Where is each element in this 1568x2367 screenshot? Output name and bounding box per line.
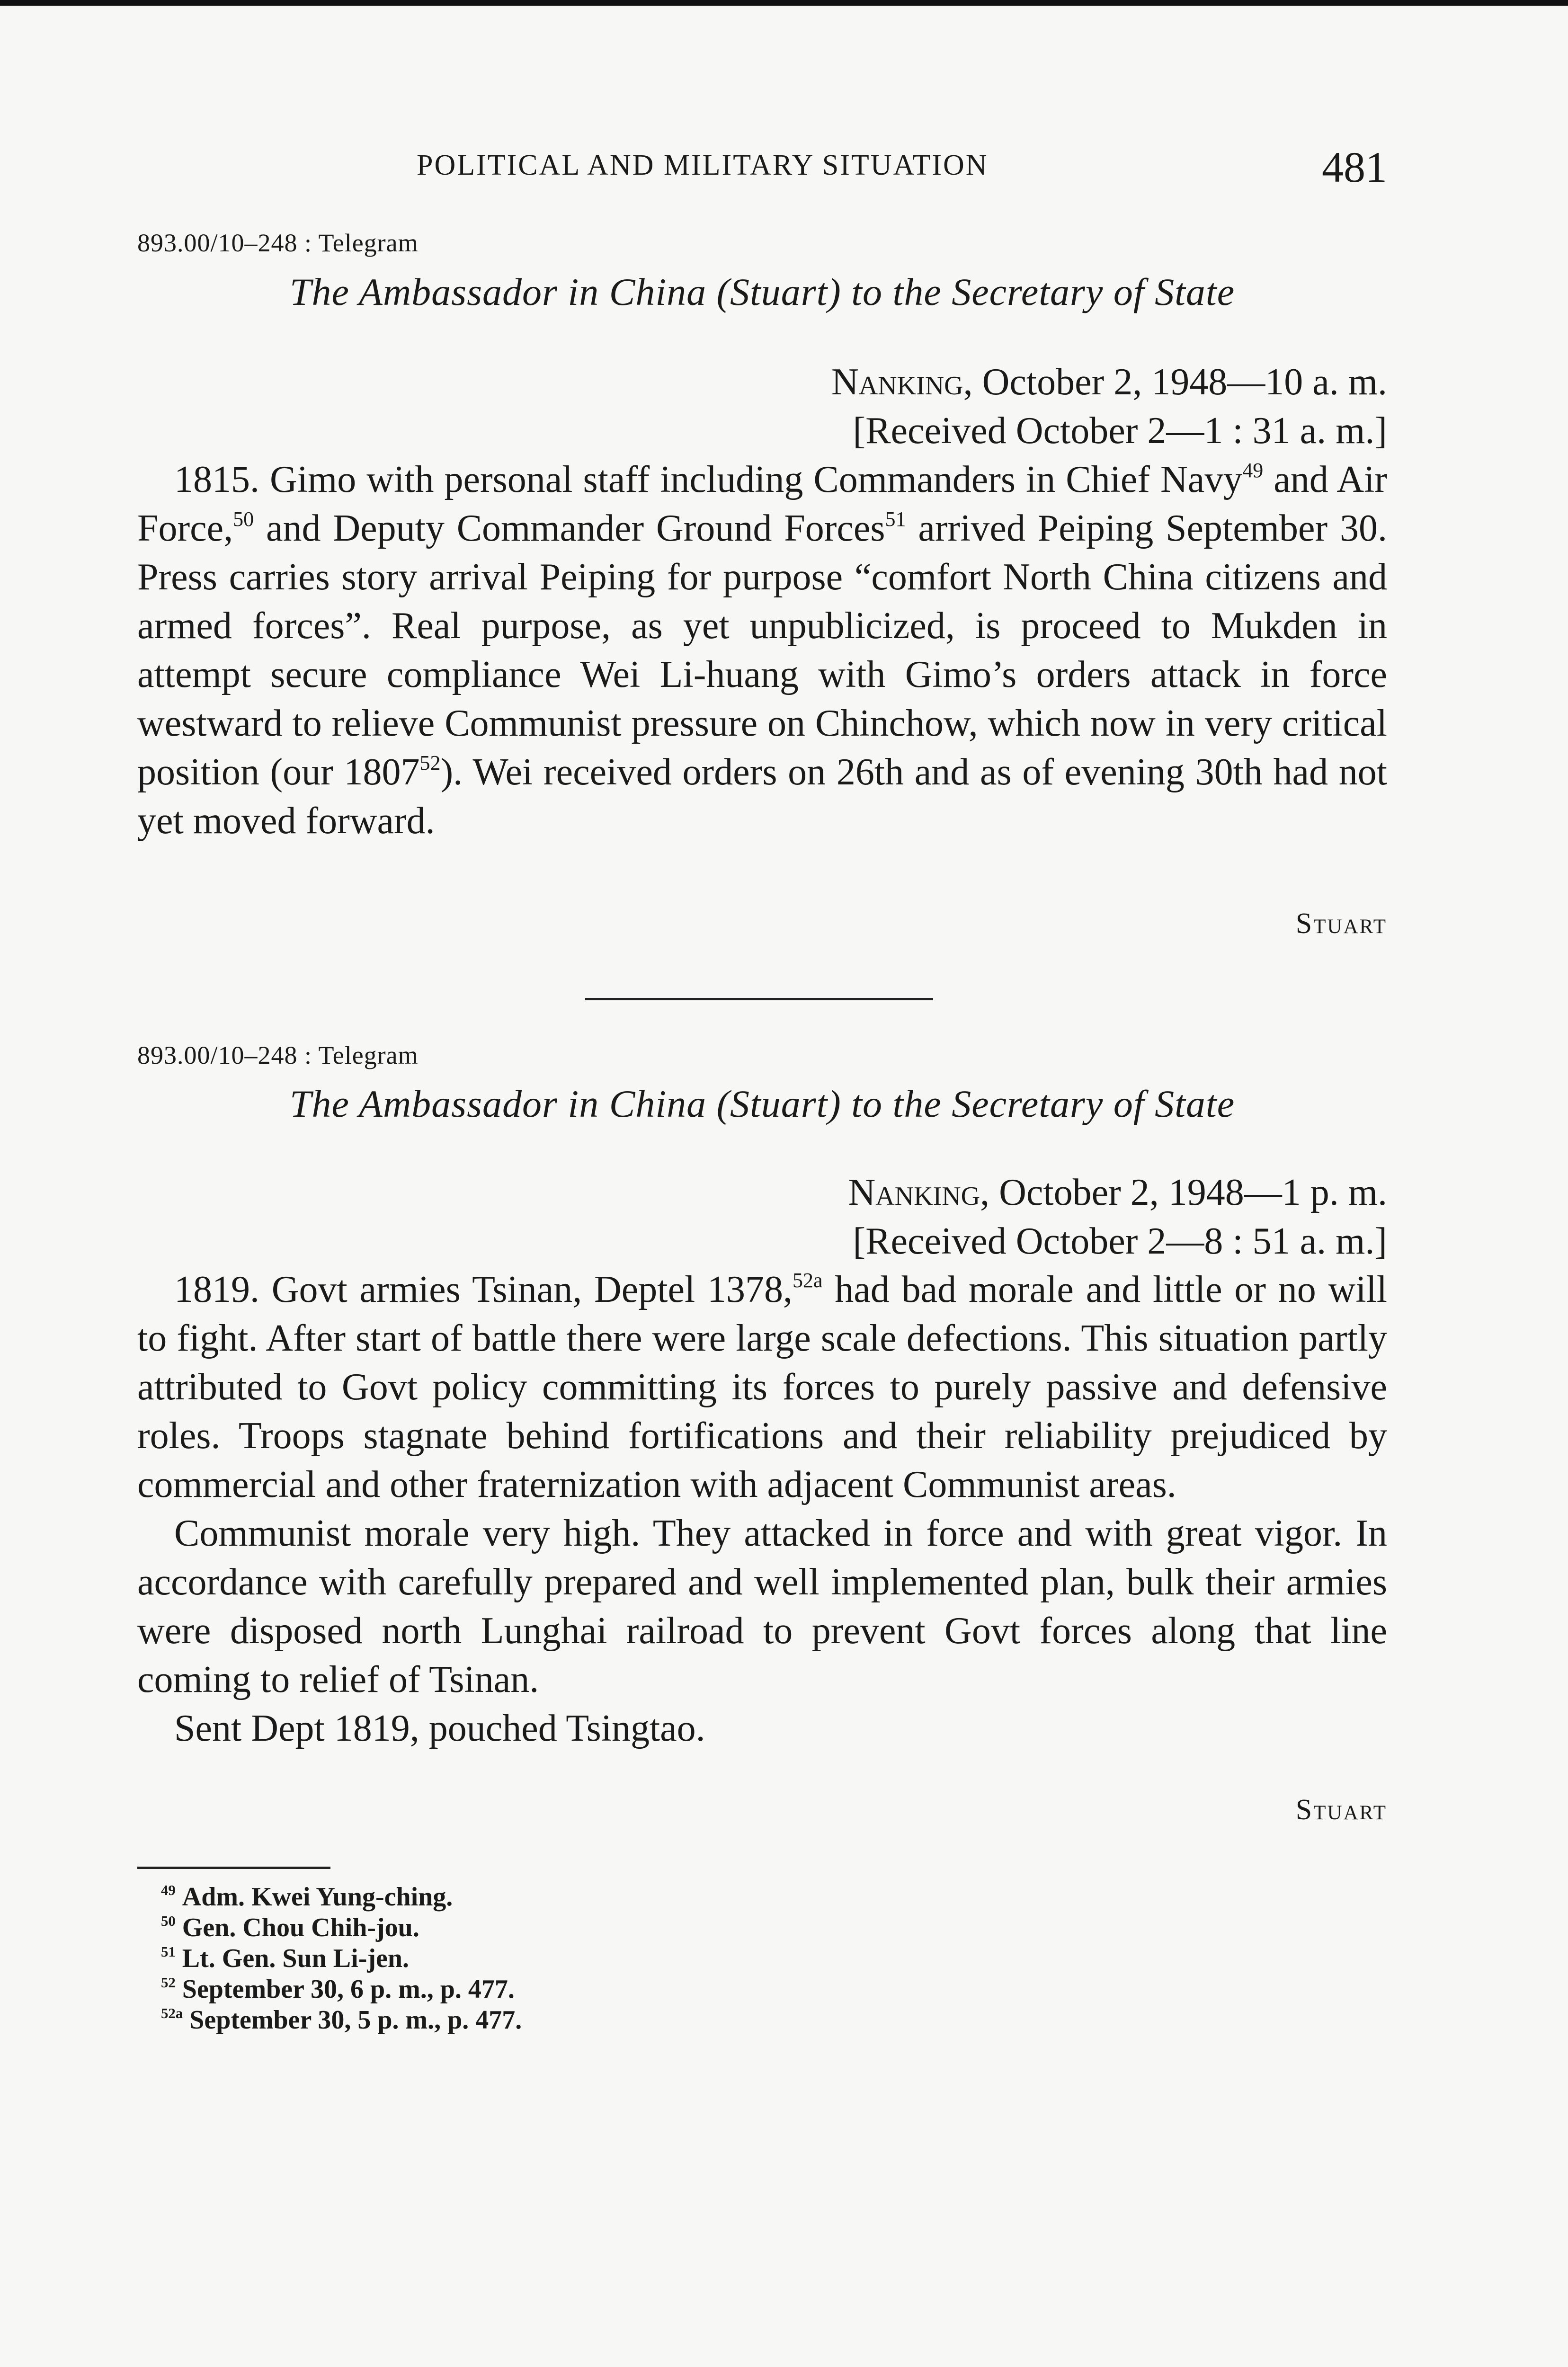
received-line-2: [Received October 2—8 : 51 a. m.]: [853, 1220, 1387, 1262]
footnote-49: [161, 1882, 522, 1913]
paragraph: [137, 455, 1387, 845]
footnote-mark: 50: [161, 1913, 176, 1930]
text-run: ). Wei received orders on 26th and as of evening 30th had not yet moved forward.: [137, 751, 1387, 842]
footnotes: [161, 1882, 522, 2036]
date-1: , October 2, 1948—10 a. m.: [963, 361, 1387, 403]
paragraph: Sent Dept 1819, pouched Tsingtao.: [174, 1708, 705, 1749]
file-reference-1: 893.00/10–248 : Telegram: [137, 229, 419, 257]
footnote-ref-50[interactable]: 50: [233, 507, 254, 531]
footnote-mark: 51: [161, 1944, 176, 1960]
dateline-1: [831, 358, 1387, 455]
received-line-1: [Received October 2—1 : 31 a. m.]: [853, 410, 1387, 452]
footnote-mark: 52: [161, 1975, 176, 1991]
signature-1: Stuart: [1295, 908, 1387, 940]
footnote-text: Gen. Chou Chih-jou.: [182, 1913, 419, 1942]
footnote-ref-51[interactable]: 51: [885, 507, 906, 531]
date-sent-1: [831, 358, 1387, 407]
place-2: Nanking: [848, 1172, 980, 1213]
page-header: [137, 142, 1387, 194]
page-number: 481: [1322, 143, 1387, 191]
footnote-ref-52a[interactable]: 52a: [793, 1269, 823, 1292]
running-head: POLITICAL AND MILITARY SITUATION: [417, 149, 989, 181]
file-reference-2: 893.00/10–248 : Telegram: [137, 1041, 419, 1069]
footnote-rule: [137, 1867, 330, 1869]
section-separator: [585, 998, 933, 1000]
document-title-1: The Ambassador in China (Stuart) to the Secretary of State: [289, 270, 1235, 313]
footnote-51: [161, 1943, 522, 1974]
signature-2: Stuart: [1295, 1794, 1387, 1826]
footnote-ref-52[interactable]: 52: [419, 751, 441, 775]
telegram-body-2: [137, 1265, 1387, 1753]
dateline-2: [848, 1168, 1387, 1266]
footnote-52a: [161, 2005, 522, 2036]
footnote-52: [161, 1974, 522, 2005]
footnote-text: September 30, 6 p. m., p. 477.: [182, 1975, 515, 2004]
paragraph: Communist morale very high. They attacked in force and with great vigor. In accordance with carefully prepared and well implemented plan, bulk their armies were disposed north Lunghai railroad to prevent Govt forces along that line coming to relief of Tsinan.: [137, 1513, 1387, 1700]
date-2: , October 2, 1948—1 p. m.: [980, 1172, 1387, 1213]
text-run: had bad morale and little or no will to fight. After start of battle there were large scale defections. This situation partly attributed to Govt policy committing its forces to purely passive and defensive roles. Troops stagnate behind fortifications and their reliability prejudiced by commercial and other fraternization with adjacent Communist areas.: [137, 1269, 1387, 1505]
telegram-body-1: [137, 455, 1387, 845]
document-title-2: The Ambassador in China (Stuart) to the Secretary of State: [289, 1082, 1235, 1125]
date-sent-2: [848, 1168, 1387, 1217]
footnote-text: Adm. Kwei Yung-ching.: [182, 1882, 453, 1912]
text-run: 1815. Gimo with personal staff including Commanders in Chief Navy: [174, 459, 1243, 500]
text-run: 1819. Govt armies Tsinan, Deptel 1378,: [174, 1269, 793, 1310]
text-run: and Air Force,: [137, 459, 1388, 549]
footnote-mark: 49: [161, 1882, 176, 1899]
text-run: arrived Peiping September 30. Press carries story arrival Peiping for purpose “comfort North China citizens and armed forces”. Real purpose, as yet unpublicized, is proceed to Mukden in attempt secure compliance Wei Li-huang with Gimo’s orders attack in force westward to relieve Communist pressure on Chinchow, which now in very critical position (our 1807: [137, 507, 1387, 793]
text-run: and Deputy Commander Ground Forces: [254, 507, 885, 549]
paragraph: [137, 1265, 1387, 1509]
footnote-text: September 30, 5 p. m., p. 477.: [189, 2005, 522, 2035]
footnote-text: Lt. Gen. Sun Li-jen.: [182, 1944, 409, 1973]
footnote-50: [161, 1913, 522, 1943]
footnote-ref-49[interactable]: 49: [1242, 459, 1264, 482]
footnote-mark: 52a: [161, 2005, 183, 2022]
place-1: Nanking: [831, 361, 963, 403]
